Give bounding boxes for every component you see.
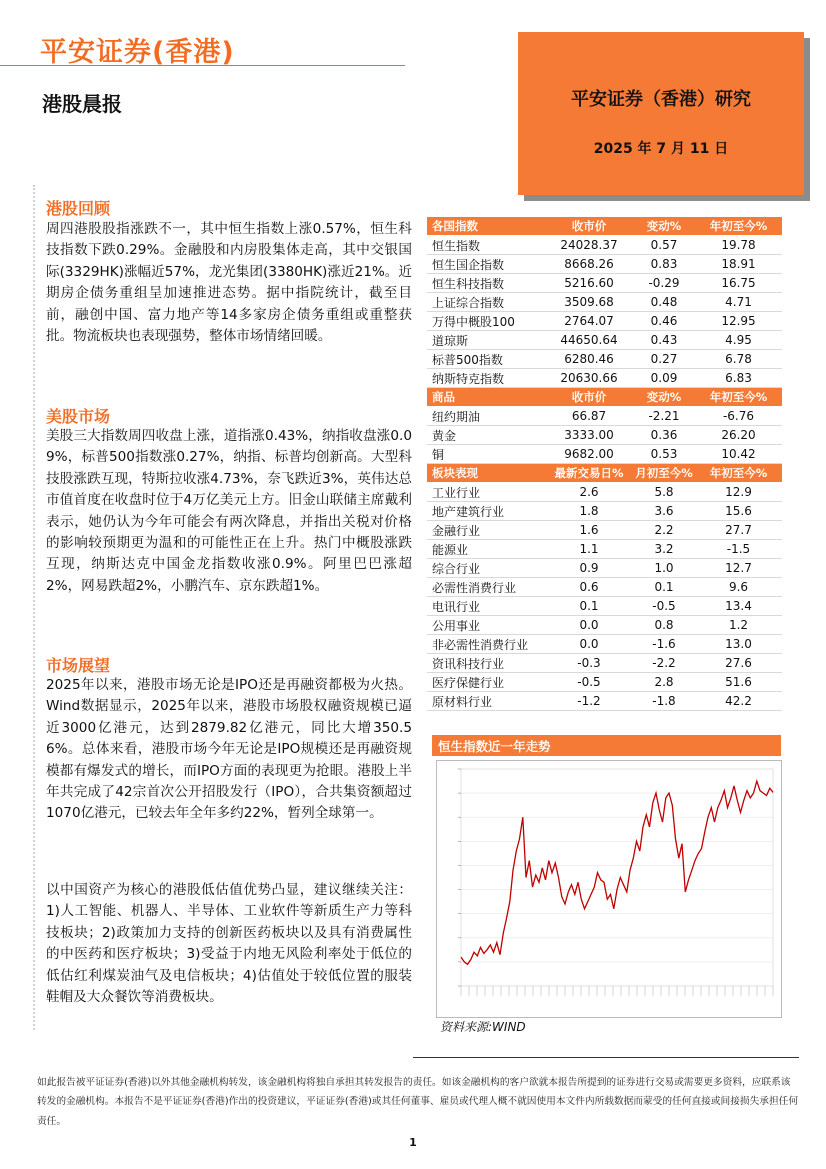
sectors-row-value: -1.6 [633, 635, 695, 654]
indices-row-value: 8668.26 [545, 255, 633, 274]
commodities-header-cell: 变动% [633, 388, 695, 407]
indices-row-label: 恒生指数 [427, 236, 545, 255]
commodities-row-value: 9682.00 [545, 445, 633, 464]
sectors-table-row [427, 483, 782, 502]
sectors-row-value: -2.2 [633, 654, 695, 673]
report-title: 港股晨报 [42, 92, 122, 116]
chart-source: 资料来源:WIND [440, 1020, 526, 1034]
brand-logo: 平安证券(香港) [40, 37, 235, 68]
sectors-row-value: 0.1 [633, 578, 695, 597]
indices-table-row [427, 350, 782, 369]
commodities-row-value: 10.42 [695, 445, 782, 464]
market-table [427, 217, 782, 711]
indices-header-cell: 变动% [633, 217, 695, 236]
hk-review-paragraph: 周四港股股指涨跌不一，其中恒生指数上涨0.57%，恒生科技指数下跌0.29%。金融股和内房股集体走高，其中交银国际(3329HK)涨幅近57%，龙光集团(3380HK)涨近21%。近期房企债务重组呈加速推进态势。据中指院统计，截至目前，融创中国、富力地产等14多家房企债务重组或重整获批。物流板块也表现强势，整体市场情绪回暖。 [46, 221, 412, 345]
sectors-row-label: 综合行业 [427, 559, 545, 578]
sectors-row-label: 地产建筑行业 [427, 502, 545, 521]
sectors-row-value: 13.4 [695, 597, 782, 616]
sectors-row-label: 能源业 [427, 540, 545, 559]
indices-row-value: 4.95 [695, 331, 782, 350]
indices-header-cell: 收市价 [545, 217, 633, 236]
sectors-table-row [427, 578, 782, 597]
commodities-header-cell: 商品 [427, 388, 545, 407]
indices-row-label: 恒生科技指数 [427, 274, 545, 293]
indices-row-value: 3509.68 [545, 293, 633, 312]
sectors-table-row [427, 654, 782, 673]
hsi-chart-svg [437, 761, 781, 1017]
commodities-row-value: -2.21 [633, 407, 695, 426]
sectors-row-label: 电讯行业 [427, 597, 545, 616]
market-table-body [427, 217, 782, 711]
sectors-row-value: 2.6 [545, 483, 633, 502]
sectors-row-value: -1.5 [695, 540, 782, 559]
indices-row-value: 24028.37 [545, 236, 633, 255]
sectors-header-cell: 板块表现 [427, 464, 545, 483]
sectors-row-value: 51.6 [695, 673, 782, 692]
indices-row-value: 18.91 [695, 255, 782, 274]
sectors-row-value: 9.6 [695, 578, 782, 597]
indices-table-row [427, 274, 782, 293]
sectors-row-label: 公用事业 [427, 616, 545, 635]
indices-row-value: 6.78 [695, 350, 782, 369]
sectors-table-row [427, 616, 782, 635]
chart-y-ticks [458, 769, 461, 986]
page-number: 1 [409, 1136, 417, 1149]
indices-row-value: 2764.07 [545, 312, 633, 331]
sectors-row-value: 12.7 [695, 559, 782, 578]
indices-row-value: 19.78 [695, 236, 782, 255]
indices-row-value: 4.71 [695, 293, 782, 312]
sectors-row-value: 3.6 [633, 502, 695, 521]
sectors-row-value: 0.0 [545, 635, 633, 654]
sectors-row-label: 工业行业 [427, 483, 545, 502]
report-date: 2025 年 7 月 11 日 [593, 141, 729, 157]
sectors-row-value: 0.0 [545, 616, 633, 635]
sectors-table-row [427, 673, 782, 692]
indices-header-cell: 各国指数 [427, 217, 545, 236]
sectors-row-label: 原材料行业 [427, 692, 545, 711]
indices-table-row [427, 331, 782, 350]
indices-row-value: 0.27 [633, 350, 695, 369]
sectors-header-cell: 最新交易日% [545, 464, 633, 483]
hsi-series-line [461, 781, 773, 964]
sectors-header-cell: 月初至今% [633, 464, 695, 483]
sectors-row-value: 3.2 [633, 540, 695, 559]
indices-row-value: 0.57 [633, 236, 695, 255]
sectors-row-label: 医疗保健行业 [427, 673, 545, 692]
indices-row-label: 万得中概股100 [427, 312, 545, 331]
sectors-row-value: 2.8 [633, 673, 695, 692]
sectors-row-value: 0.6 [545, 578, 633, 597]
commodities-table-header [427, 388, 782, 407]
sectors-table-row [427, 635, 782, 654]
commodities-row-label: 纽约期油 [427, 407, 545, 426]
commodities-row-value: 0.36 [633, 426, 695, 445]
commodities-row-value: 0.53 [633, 445, 695, 464]
indices-row-value: 0.46 [633, 312, 695, 331]
indices-row-label: 纳斯特克指数 [427, 369, 545, 388]
indices-header-cell: 年初至今% [695, 217, 782, 236]
us-market-paragraph: 美股三大指数周四收盘上涨，道指涨0.43%，纳指收盘涨0.09%，标普500指数涨0.27%，纳指、标普均创新高。大型科技股涨跌互现，特斯拉收涨4.73%，奈飞跌近3%，英伟达总市值首度在收盘时位于4万亿美元上方。旧金山联储主席戴利表示，她仍认为今年可能会有两次降息，并指出关税对价格的影响较预期更为温和的可能性正在上升。热门中概股涨跌互现，纳斯达克中国金龙指数收涨0.9%。阿里巴巴涨超2%，网易跌超2%，小鹏汽车、京东跌超1%。 [46, 428, 412, 594]
indices-row-label: 标普500指数 [427, 350, 545, 369]
commodities-row-value: 66.87 [545, 407, 633, 426]
sectors-table-row [427, 597, 782, 616]
sectors-row-value: 5.8 [633, 483, 695, 502]
section-heading-us-market: 美股市场 [46, 407, 111, 426]
sectors-row-value: 1.8 [545, 502, 633, 521]
sectors-row-value: 12.9 [695, 483, 782, 502]
indices-table-row [427, 293, 782, 312]
commodities-table-row [427, 407, 782, 426]
sectors-row-value: 27.7 [695, 521, 782, 540]
disclaimer-text: 如此报告被平证证券(香港)以外其他金融机构转发，该金融机构将独自承担其转发报告的责任。如该金融机构的客户欲就本报告所提到的证券进行交易或需要更多资料，应联系该转发的金融机构。本报告不是平证证券(香港)作出的投资建议，平证证券(香港)或其任何董事、雇员或代理人概不就因使用本文件内所载数据而蒙受的任何直接或间接损失承担任何责任。 [37, 1077, 799, 1127]
market-data-tables [427, 217, 782, 711]
indices-row-value: 12.95 [695, 312, 782, 331]
commodities-table-row [427, 445, 782, 464]
sectors-table-row [427, 521, 782, 540]
chart-title-bar [432, 735, 781, 756]
sectors-table-row [427, 692, 782, 711]
sectors-row-value: -0.5 [633, 597, 695, 616]
sectors-table-row [427, 559, 782, 578]
indices-table-row [427, 236, 782, 255]
sectors-row-value: 15.6 [695, 502, 782, 521]
section-heading-outlook: 市场展望 [46, 656, 111, 675]
sectors-header-cell: 年初至今% [695, 464, 782, 483]
commodities-row-value: 26.20 [695, 426, 782, 445]
research-title-box [518, 32, 804, 195]
sectors-row-value: 13.0 [695, 635, 782, 654]
indices-row-value: 20630.66 [545, 369, 633, 388]
indices-row-value: 0.83 [633, 255, 695, 274]
indices-table-header [427, 217, 782, 236]
sectors-row-value: -1.8 [633, 692, 695, 711]
commodities-row-value: 3333.00 [545, 426, 633, 445]
sectors-row-value: 42.2 [695, 692, 782, 711]
sectors-row-value: -0.3 [545, 654, 633, 673]
header-divider [0, 65, 405, 66]
chart-x-ticks [461, 986, 773, 996]
sectors-table-header [427, 464, 782, 483]
commodities-table-row [427, 426, 782, 445]
sectors-row-label: 必需性消费行业 [427, 578, 545, 597]
commodities-row-label: 黄金 [427, 426, 545, 445]
outlook-paragraph-2: 以中国资产为核心的港股低估值优势凸显，建议继续关注：1)人工智能、机器人、半导体、工业软件等新质生产力等科技板块；2)政策加力支持的创新医药板块以及具有消费属性的中医药和医疗板块；3)受益于内地无风险利率处于低位的低估红利煤炭油气及电信板块；4)估值处于较低位置的服装鞋帽及大众餐饮等消费板块。 [46, 882, 412, 1006]
outlook-paragraph-1: 2025年以来，港股市场无论是IPO还是再融资都极为火热。Wind数据显示，2025年以来，港股市场股权融资规模已逼近3000亿港元，达到2879.82亿港元，同比大增350.56%。总体来看，港股市场今年无论是IPO规模还是再融资规模都有爆发式的增长，而IPO方面的表现更为抢眼。港股上半年共完成了42宗首次公开招股发行（IPO），合共集资额超过1070亿港元，已较去年全年多约22%，暂列全球第一。 [46, 677, 412, 822]
sectors-row-value: -0.5 [545, 673, 633, 692]
indices-row-value: 6280.46 [545, 350, 633, 369]
sectors-row-value: 27.6 [695, 654, 782, 673]
indices-row-label: 上证综合指数 [427, 293, 545, 312]
indices-row-value: 44650.64 [545, 331, 633, 350]
sectors-row-value: 0.8 [633, 616, 695, 635]
indices-row-value: -0.29 [633, 274, 695, 293]
sectors-table-row [427, 502, 782, 521]
commodities-row-label: 铜 [427, 445, 545, 464]
left-dotted-divider [33, 185, 35, 1030]
indices-row-label: 恒生国企指数 [427, 255, 545, 274]
commodities-row-value: -6.76 [695, 407, 782, 426]
section-heading-hk-review: 港股回顾 [46, 199, 111, 218]
sectors-row-value: 1.1 [545, 540, 633, 559]
sectors-row-label: 非必需性消费行业 [427, 635, 545, 654]
sectors-row-value: 1.6 [545, 521, 633, 540]
research-title: 平安证券（香港）研究 [571, 89, 751, 110]
chart-title: 恒生指数近一年走势 [438, 739, 551, 754]
indices-table-row [427, 369, 782, 388]
sectors-row-value: 2.2 [633, 521, 695, 540]
sectors-row-label: 资讯科技行业 [427, 654, 545, 673]
indices-table-row [427, 312, 782, 331]
sectors-row-value: 0.1 [545, 597, 633, 616]
commodities-header-cell: 收市价 [545, 388, 633, 407]
indices-row-value: 0.48 [633, 293, 695, 312]
sectors-row-value: 0.9 [545, 559, 633, 578]
hsi-chart [436, 760, 782, 1018]
indices-table-row [427, 255, 782, 274]
commodities-header-cell: 年初至今% [695, 388, 782, 407]
sectors-row-value: 1.2 [695, 616, 782, 635]
indices-row-label: 道琼斯 [427, 331, 545, 350]
indices-row-value: 5216.60 [545, 274, 633, 293]
sectors-row-value: -1.2 [545, 692, 633, 711]
indices-row-value: 16.75 [695, 274, 782, 293]
indices-row-value: 0.09 [633, 369, 695, 388]
sectors-row-value: 1.0 [633, 559, 695, 578]
sectors-row-label: 金融行业 [427, 521, 545, 540]
footer-divider [413, 1057, 799, 1058]
sectors-table-row [427, 540, 782, 559]
indices-row-value: 6.83 [695, 369, 782, 388]
indices-row-value: 0.43 [633, 331, 695, 350]
